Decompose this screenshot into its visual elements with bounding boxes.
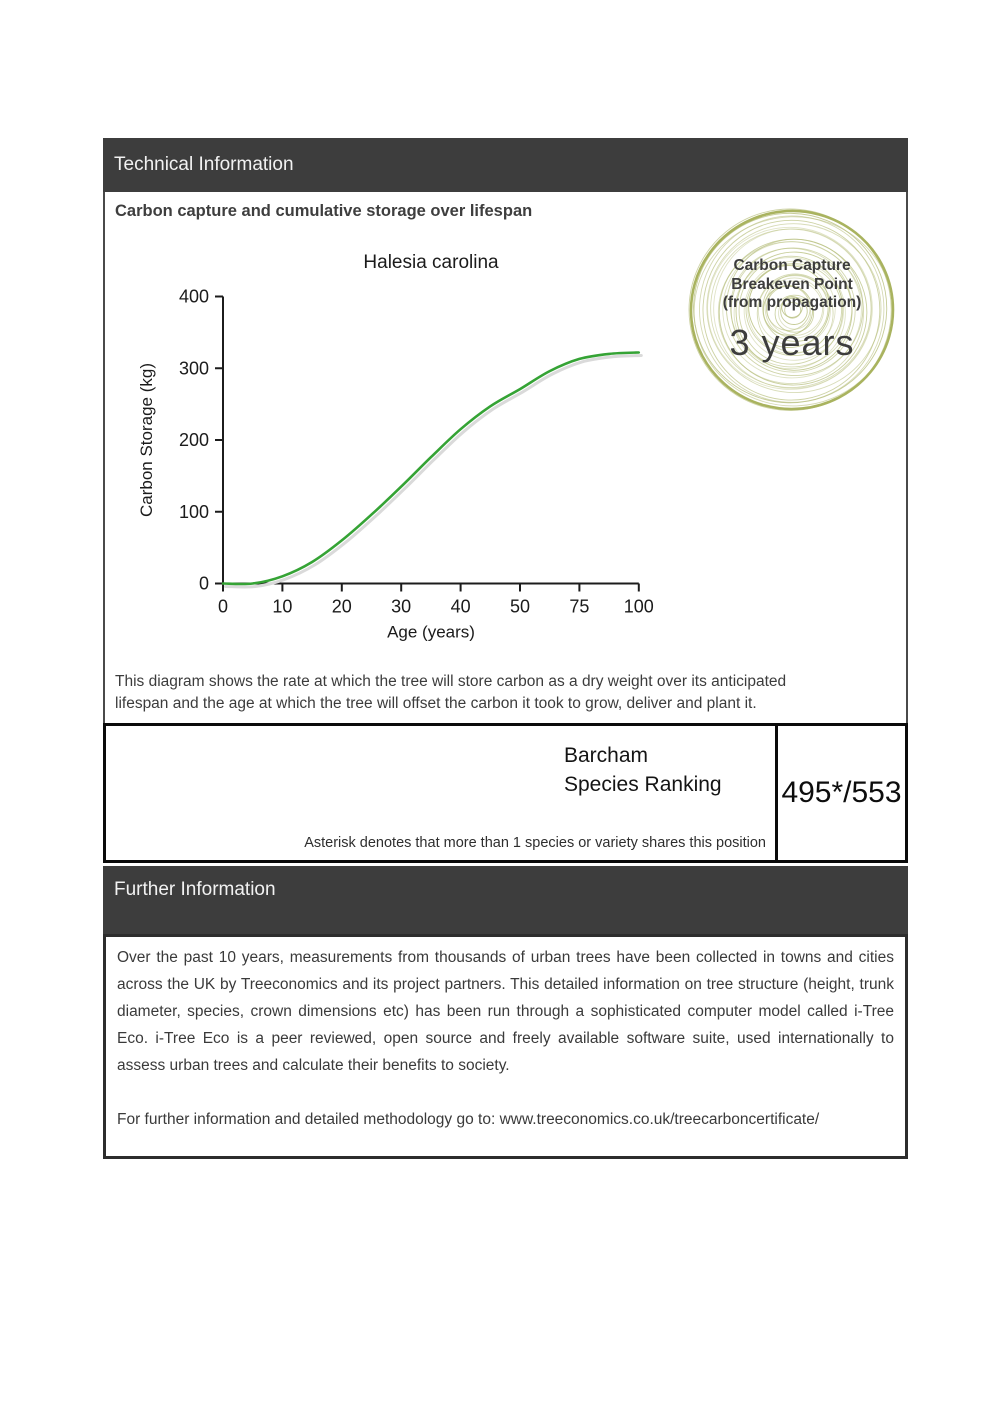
x-tick-label: 30 <box>391 596 412 617</box>
ranking-value: 495*/553 <box>781 776 902 809</box>
x-tick-label: 20 <box>331 596 352 617</box>
breakeven-badge <box>688 206 896 414</box>
y-tick-label: 0 <box>198 573 209 594</box>
further-info-paragraph: Over the past 10 years, measurements from thousands of urban trees have been collected in towns and cities across the UK by Treeconomics and its project partners. This detailed information on tree structure (height, trunk diameter, species, crown dimensions etc) has been run through a sophisticated computer model called i-Tree Eco. i-Tree Eco is a peer reviewed, open source and freely available software suite, used internationally to assess urban trees and calculate their benefits to society. <box>117 949 894 1074</box>
x-tick-label: 50 <box>509 596 531 617</box>
y-tick-label: 100 <box>178 501 209 522</box>
section-header-technical <box>103 138 908 192</box>
y-tick-label: 300 <box>178 358 209 379</box>
chart-title: Halesia carolina <box>363 252 499 273</box>
chart-description-line1: This diagram shows the rate at which the tree will store carbon as a dry weight over its anticipated <box>115 673 787 690</box>
carbon-capture-section <box>103 192 908 723</box>
ranking-label: Species Ranking <box>564 773 722 796</box>
curve-shadow <box>226 356 642 588</box>
chart-section-heading: Carbon capture and cumulative storage over lifespan <box>115 202 533 220</box>
badge-line-2: Breakeven Point <box>731 275 853 293</box>
x-axis-label: Age (years) <box>387 622 475 642</box>
x-tick-label: 75 <box>569 596 590 617</box>
axes <box>223 297 639 584</box>
y-tick-label: 400 <box>178 286 209 307</box>
breakeven-value: 3 years <box>729 321 855 363</box>
ranking-org: Barcham <box>564 744 649 767</box>
chart-description-line2: lifespan and the age at which the tree will offset the carbon it took to grow, deliver and plant it. <box>115 695 757 712</box>
badge-line-1: Carbon Capture <box>733 257 851 274</box>
further-info-box <box>103 934 908 1159</box>
y-axis-label: Carbon Storage (kg) <box>137 362 156 518</box>
species-ranking-left-cell <box>106 726 778 860</box>
species-ranking-box <box>103 723 908 863</box>
link-prefix-text: For further information and detailed methodology go to: <box>117 1111 500 1128</box>
technical-information-title: Technical Information <box>114 154 294 175</box>
y-tick-label: 200 <box>178 430 209 450</box>
species-ranking-title <box>564 741 722 799</box>
badge-line-3: (from propagation) <box>722 294 862 311</box>
x-tick-label: 10 <box>272 596 293 617</box>
x-tick-label: 100 <box>623 596 654 617</box>
x-tick-label: 40 <box>450 596 471 617</box>
x-tick-label: 0 <box>217 596 229 617</box>
species-ranking-value-cell <box>778 726 905 860</box>
chart-description <box>115 671 903 715</box>
further-information-title: Further Information <box>114 879 276 900</box>
methodology-link[interactable]: www.treeconomics.co.uk/treecarboncertificate/ <box>499 1111 820 1128</box>
asterisk-note: Asterisk denotes that more than 1 species or variety shares this position <box>304 835 766 851</box>
section-header-further <box>103 866 908 934</box>
further-info-link-line <box>117 1106 894 1133</box>
breakeven-badge-text <box>688 206 896 414</box>
carbon-storage-curve <box>223 353 639 585</box>
